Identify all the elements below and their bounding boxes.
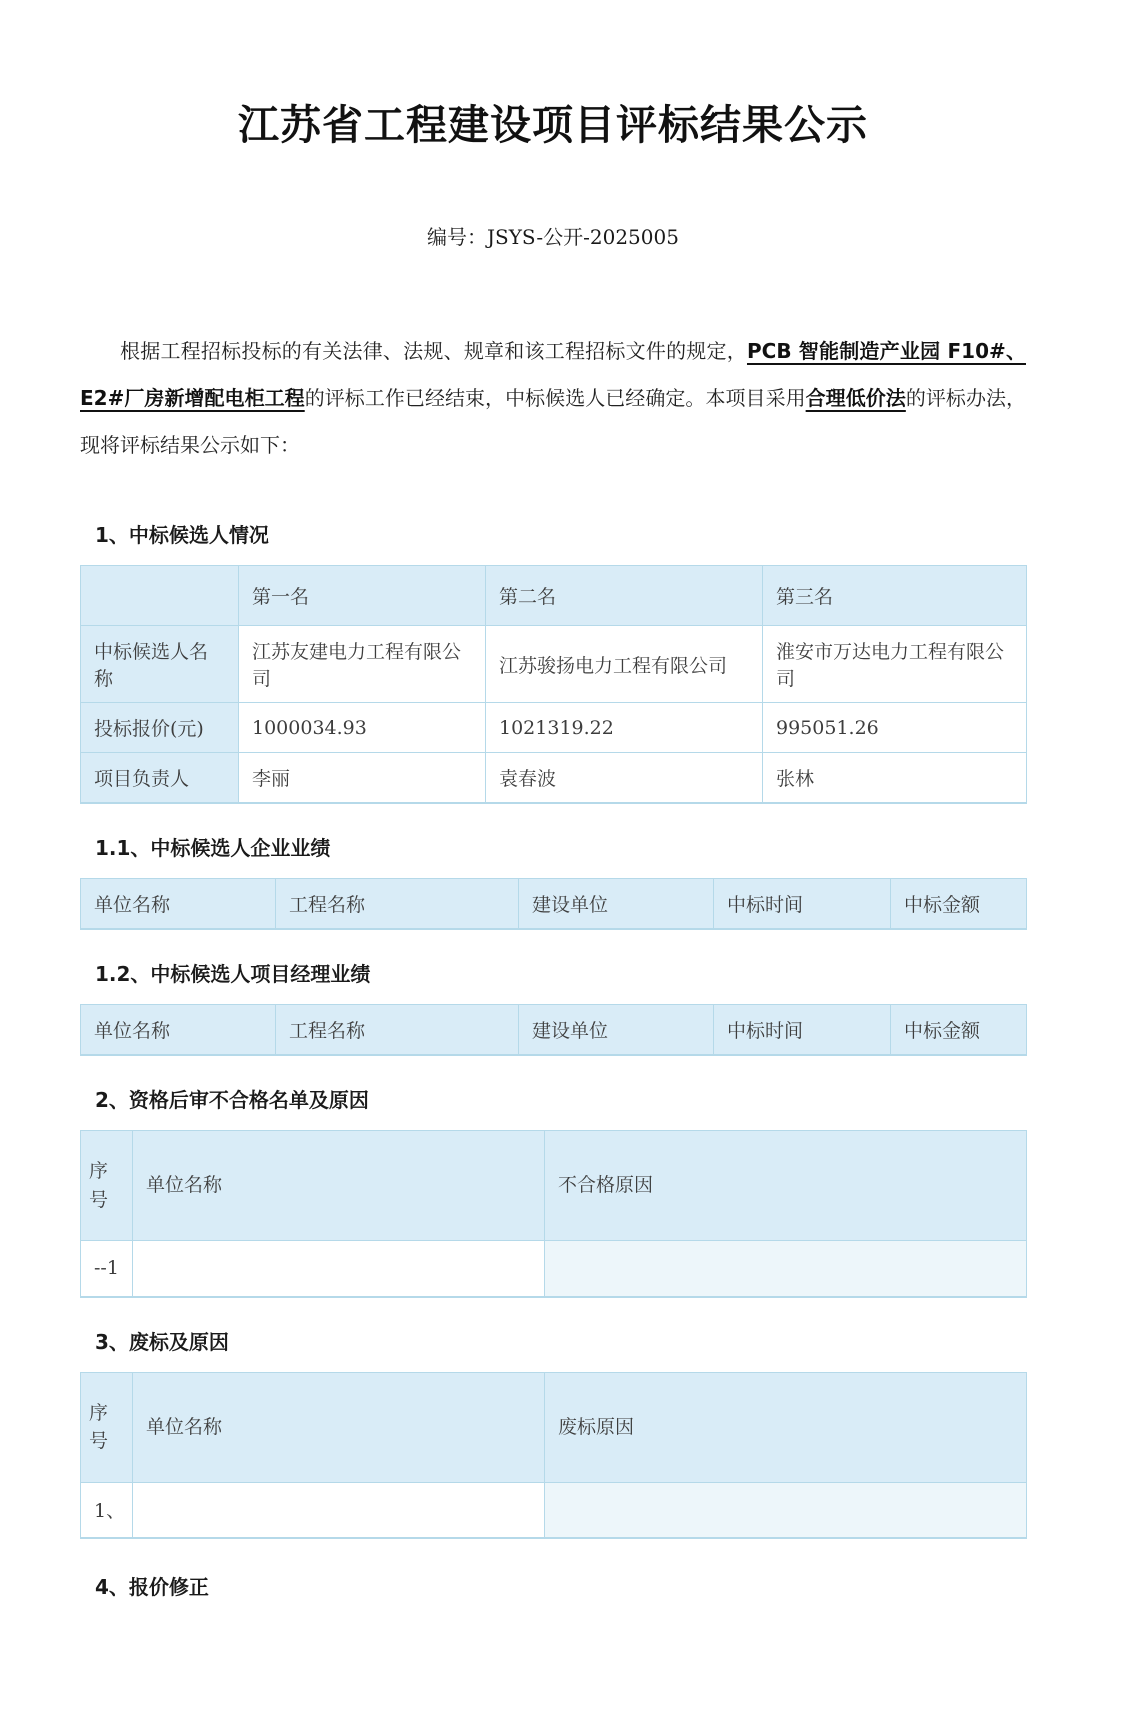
table-row-project-manager <box>81 753 1027 804</box>
row-label: 中标候选人名称 <box>81 626 239 703</box>
table-row <box>81 1482 1027 1538</box>
candidates-table <box>80 565 1027 804</box>
cell-reason <box>545 1482 1027 1538</box>
table-header-row <box>81 879 1027 930</box>
intro-tail: 的评标办法，现将评标结果公示如下： <box>80 386 1027 457</box>
cell-seq: 1、 <box>81 1482 133 1538</box>
cell-manager-1: 李丽 <box>239 753 486 804</box>
cell-seq: --1 <box>81 1241 133 1297</box>
cell-unit <box>133 1482 545 1538</box>
section-2-heading: 2、资格后审不合格名单及原因 <box>95 1088 369 1112</box>
header-cell-win-amount: 中标金额 <box>891 1005 1027 1056</box>
intro-paragraph <box>80 328 1026 469</box>
cell-unit <box>133 1241 545 1297</box>
cell-price-3: 995051.26 <box>763 703 1027 753</box>
evaluation-method: 合理低价法 <box>805 386 906 410</box>
header-cell-unit: 单位名称 <box>81 879 276 930</box>
header-cell-owner: 建设单位 <box>519 879 714 930</box>
header-cell-reason: 废标原因 <box>545 1372 1027 1482</box>
header-cell-empty <box>81 566 239 626</box>
table-row-bid-price <box>81 703 1027 753</box>
disqualified-table <box>80 1130 1027 1298</box>
header-cell-seq: 序号 <box>81 1372 133 1482</box>
cell-candidate-1: 江苏友建电力工程有限公司 <box>239 626 486 703</box>
section-1-2-heading: 1.2、中标候选人项目经理业绩 <box>95 962 371 986</box>
doc-number: 编号：JSYS-公开-2025005 <box>427 225 679 249</box>
header-cell-win-amount: 中标金额 <box>891 879 1027 930</box>
cell-candidate-2: 江苏骏扬电力工程有限公司 <box>486 626 763 703</box>
header-cell-unit: 单位名称 <box>133 1372 545 1482</box>
header-cell-unit: 单位名称 <box>81 1005 276 1056</box>
table-row <box>81 1241 1027 1297</box>
header-cell-unit: 单位名称 <box>133 1131 545 1241</box>
header-cell-reason: 不合格原因 <box>545 1131 1027 1241</box>
header-cell-project: 工程名称 <box>276 879 519 930</box>
header-cell-rank1: 第一名 <box>239 566 486 626</box>
rejected-bids-table <box>80 1372 1027 1540</box>
row-label: 投标报价(元) <box>81 703 239 753</box>
header-cell-seq: 序号 <box>81 1131 133 1241</box>
row-label: 项目负责人 <box>81 753 239 804</box>
cell-price-1: 1000034.93 <box>239 703 486 753</box>
project-name: PCB 智能制造产业园 F10#、E2#厂房新增配电柜工程 <box>80 339 1026 410</box>
header-cell-owner: 建设单位 <box>519 1005 714 1056</box>
cell-price-2: 1021319.22 <box>486 703 763 753</box>
header-cell-win-time: 中标时间 <box>714 1005 891 1056</box>
cell-reason <box>545 1241 1027 1297</box>
header-cell-rank2: 第二名 <box>486 566 763 626</box>
table-header-row <box>81 566 1027 626</box>
enterprise-performance-table <box>80 878 1027 930</box>
intro-lead: 根据工程招标投标的有关法律、法规、规章和该工程招标文件的规定， <box>120 339 747 363</box>
header-cell-win-time: 中标时间 <box>714 879 891 930</box>
cell-candidate-3: 淮安市万达电力工程有限公司 <box>763 626 1027 703</box>
section-1-1-heading: 1.1、中标候选人企业业绩 <box>95 836 331 860</box>
cell-manager-2: 袁春波 <box>486 753 763 804</box>
table-row-candidate-name <box>81 626 1027 703</box>
section-3-heading: 3、废标及原因 <box>95 1329 229 1354</box>
header-cell-rank3: 第三名 <box>763 566 1027 626</box>
table-header-row <box>81 1131 1027 1241</box>
pm-performance-table <box>80 1004 1027 1056</box>
cell-manager-3: 张林 <box>763 753 1027 804</box>
intro-mid: 的评标工作已经结束，中标候选人已经确定。本项目采用 <box>304 386 806 410</box>
section-1-heading: 1、中标候选人情况 <box>95 523 269 547</box>
page-title: 江苏省工程建设项目评标结果公示 <box>238 101 868 149</box>
table-header-row <box>81 1005 1027 1056</box>
table-header-row <box>81 1372 1027 1482</box>
header-cell-project: 工程名称 <box>276 1005 519 1056</box>
section-4-heading: 4、报价修正 <box>95 1575 209 1599</box>
